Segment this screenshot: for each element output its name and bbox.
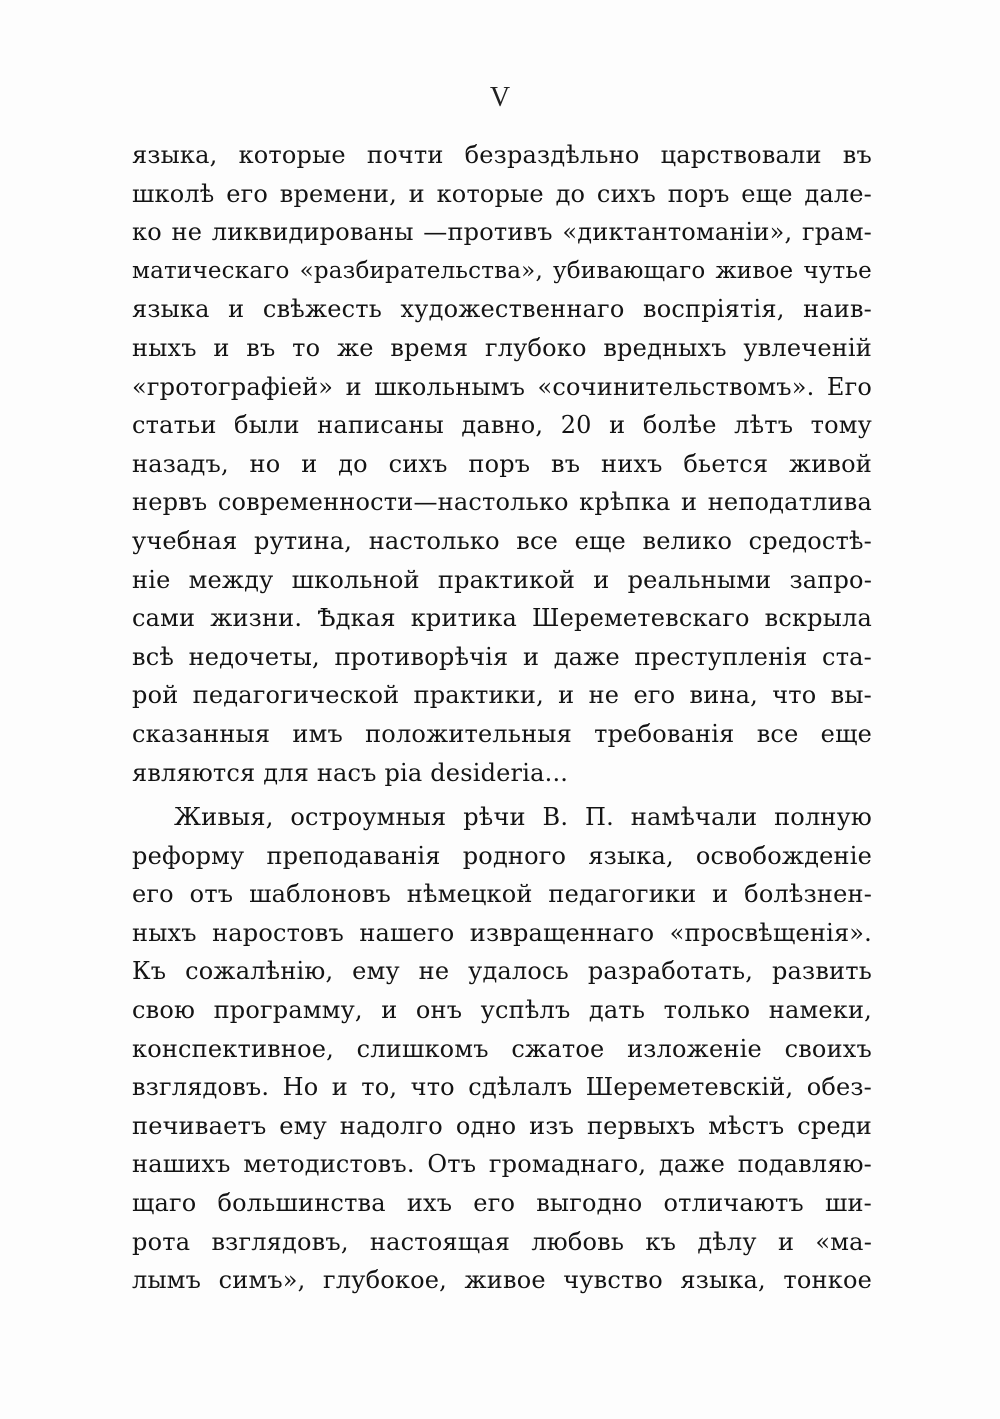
- text-line: сами жизни. Ѣдкая критика Шереметевскаго вскрыла: [132, 604, 872, 633]
- text-line: назадъ, но и до сихъ поръ въ нихъ бьется живой: [132, 449, 872, 478]
- text-line: свою программу, и онъ успѣлъ дать только намеки,: [132, 996, 872, 1025]
- text-line: рой педагогической практики, и не его вина, что вы-: [132, 681, 872, 710]
- text-line: всѣ недочеты, противорѣчія и даже преступленія ста-: [132, 642, 872, 671]
- text-line: его отъ шаблоновъ нѣмецкой педагогики и болѣзнен-: [132, 880, 872, 909]
- body-text: [132, 136, 872, 1300]
- text-line: нервъ современности—настолько крѣпка и неподатлива: [132, 488, 872, 517]
- text-line: статьи были написаны давно, 20 и болѣе лѣтъ тому: [132, 411, 872, 440]
- text-line: конспективное, слишкомъ сжатое изложеніе своихъ: [132, 1034, 872, 1063]
- paragraph-2: [132, 798, 872, 1300]
- text-line: учебная рутина, настолько все еще велико средостѣ-: [132, 526, 872, 555]
- text-line: языка, которые почти безраздѣльно царствовали въ: [132, 141, 872, 169]
- text-line: являются для насъ pia desideria...: [132, 758, 569, 787]
- text-line: лымъ симъ», глубокое, живое чувство языка, тонкое: [132, 1266, 872, 1295]
- text-line: нашихъ методистовъ. Отъ громаднаго, даже подавляю-: [132, 1150, 872, 1179]
- text-line: ко не ликвидированы —противъ «диктантоманіи», грам-: [132, 218, 872, 247]
- text-line: щаго большинства ихъ его выгодно отличаютъ ши-: [132, 1189, 872, 1218]
- text-line: реформу преподаванія родного языка, освобожденіе: [132, 841, 872, 870]
- text-line: взглядовъ. Но и то, что сдѣлалъ Шереметевскій, обез-: [132, 1073, 872, 1102]
- text-line: ніе между школьной практикой и реальными запро-: [132, 565, 872, 594]
- text-line: ныхъ и въ то же время глубоко вредныхъ увлеченій: [132, 333, 872, 362]
- text-line: школѣ его времени, и которые до сихъ поръ еще дале-: [132, 179, 872, 208]
- text-line: языка и свѣжесть художественнаго воспріятія, наив-: [132, 295, 872, 324]
- text-line: рота взглядовъ, настоящая любовь къ дѣлу и «ма-: [132, 1227, 872, 1256]
- text-line: Къ сожалѣнію, ему не удалось разработать, развить: [132, 957, 872, 986]
- text-line: печиваетъ ему надолго одно изъ первыхъ мѣстъ среди: [132, 1111, 872, 1140]
- text-line: Живыя, остроумныя рѣчи В. П. намѣчали полную: [174, 803, 872, 832]
- text-line: сказанныя имъ положительныя требованія все еще: [132, 719, 872, 748]
- text-line: «гротографіей» и школьнымъ «сочинительствомъ». Его: [132, 372, 872, 401]
- text-line: матическаго «разбирательства», убивающаго живое чутье: [132, 257, 872, 284]
- text-line: ныхъ наростовъ нашего извращеннаго «просвѣщенія».: [132, 918, 872, 947]
- paragraph-1: [132, 136, 872, 792]
- page-number: V: [489, 82, 511, 113]
